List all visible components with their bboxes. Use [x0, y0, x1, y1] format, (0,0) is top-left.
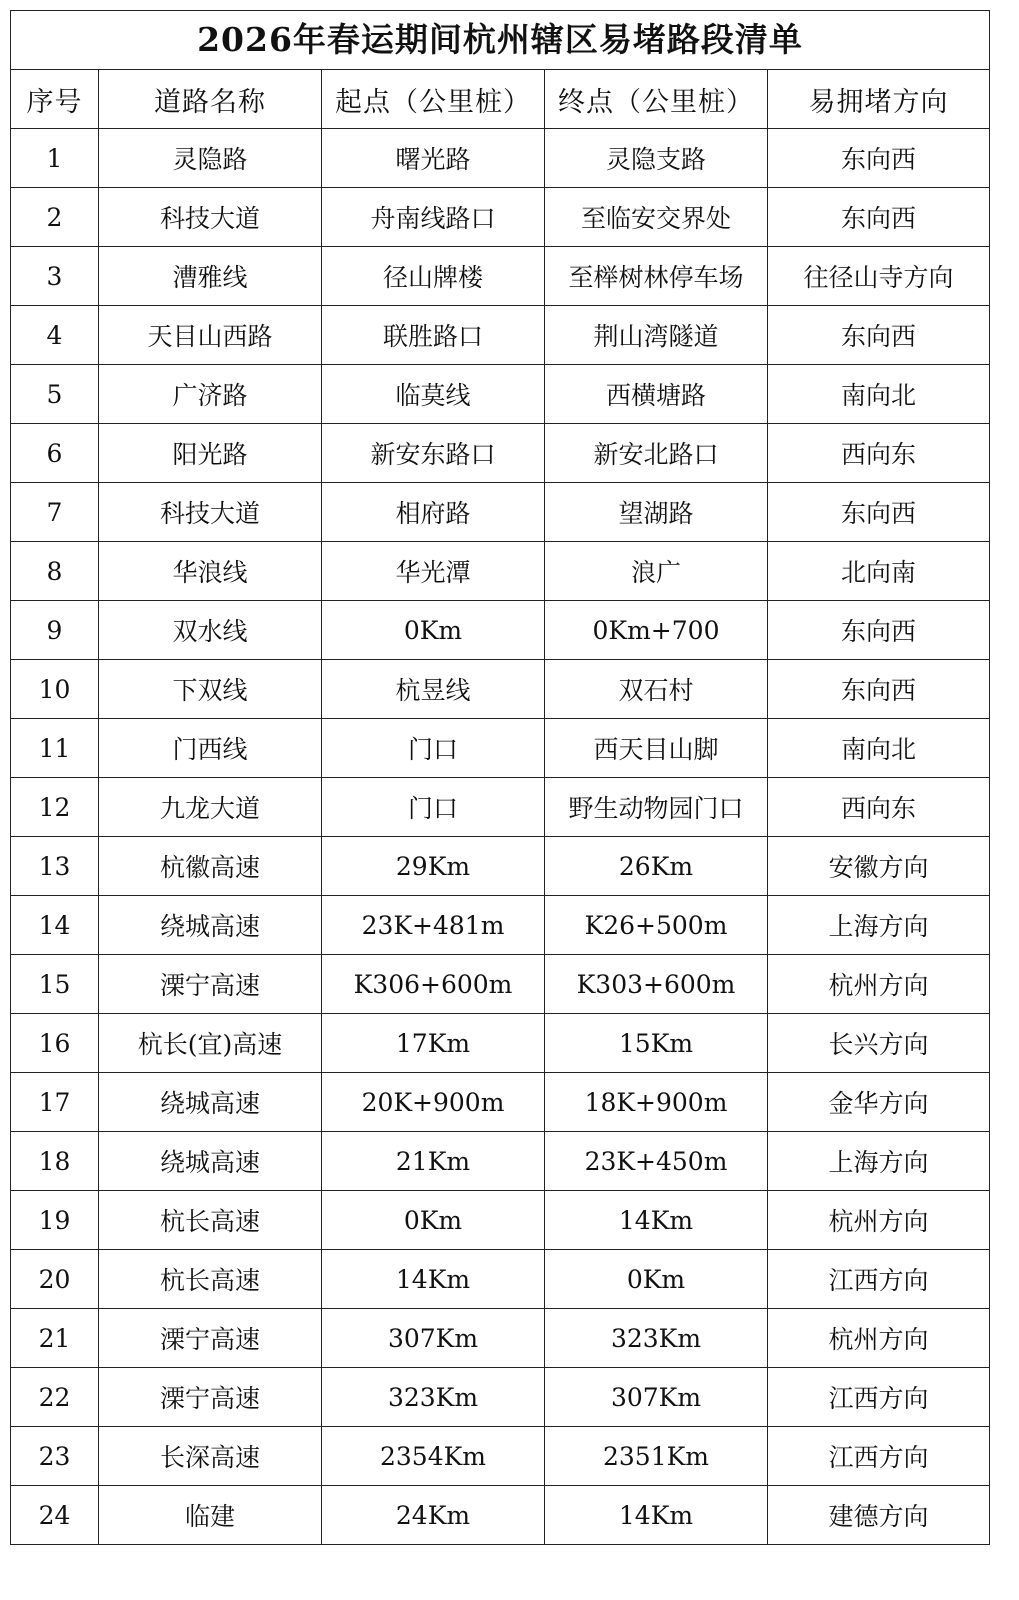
header-row [11, 70, 990, 129]
cell-road-name: 长深高速 [99, 1427, 322, 1486]
cell-direction: 西向东 [768, 424, 990, 483]
cell-start-point: 14Km [322, 1250, 545, 1309]
table-row [11, 601, 990, 660]
cell-road-name: 阳光路 [99, 424, 322, 483]
cell-direction: 往径山寺方向 [768, 247, 990, 306]
cell-index: 23 [11, 1427, 99, 1486]
cell-start-point: 29Km [322, 837, 545, 896]
cell-index: 18 [11, 1132, 99, 1191]
table-row [11, 247, 990, 306]
cell-road-name: 天目山西路 [99, 306, 322, 365]
cell-start-point: 舟南线路口 [322, 188, 545, 247]
cell-start-point: 临莫线 [322, 365, 545, 424]
cell-direction: 建德方向 [768, 1486, 990, 1545]
cell-road-name: 科技大道 [99, 188, 322, 247]
cell-index: 11 [11, 719, 99, 778]
cell-start-point: 21Km [322, 1132, 545, 1191]
table-row [11, 542, 990, 601]
table-row [11, 660, 990, 719]
cell-index: 14 [11, 896, 99, 955]
cell-road-name: 科技大道 [99, 483, 322, 542]
cell-direction: 北向南 [768, 542, 990, 601]
table-row [11, 424, 990, 483]
cell-end-point: 至临安交界处 [545, 188, 768, 247]
cell-end-point: K303+600m [545, 955, 768, 1014]
cell-index: 13 [11, 837, 99, 896]
cell-direction: 东向西 [768, 483, 990, 542]
cell-index: 9 [11, 601, 99, 660]
cell-direction: 江西方向 [768, 1368, 990, 1427]
cell-index: 4 [11, 306, 99, 365]
cell-start-point: 相府路 [322, 483, 545, 542]
cell-start-point: 曙光路 [322, 129, 545, 188]
cell-start-point: 径山牌楼 [322, 247, 545, 306]
cell-direction: 东向西 [768, 660, 990, 719]
cell-direction: 东向西 [768, 188, 990, 247]
cell-index: 16 [11, 1014, 99, 1073]
cell-end-point: 野生动物园门口 [545, 778, 768, 837]
cell-road-name: 漕雅线 [99, 247, 322, 306]
cell-direction: 金华方向 [768, 1073, 990, 1132]
cell-end-point: 14Km [545, 1191, 768, 1250]
cell-direction: 南向北 [768, 365, 990, 424]
cell-index: 5 [11, 365, 99, 424]
cell-end-point: 18K+900m [545, 1073, 768, 1132]
cell-end-point: 西横塘路 [545, 365, 768, 424]
cell-index: 12 [11, 778, 99, 837]
cell-index: 15 [11, 955, 99, 1014]
table-row [11, 1486, 990, 1545]
cell-index: 21 [11, 1309, 99, 1368]
cell-direction: 西向东 [768, 778, 990, 837]
cell-index: 6 [11, 424, 99, 483]
cell-road-name: 绕城高速 [99, 1073, 322, 1132]
cell-end-point: 浪广 [545, 542, 768, 601]
table-row [11, 896, 990, 955]
cell-road-name: 广济路 [99, 365, 322, 424]
table-row [11, 1073, 990, 1132]
cell-direction: 江西方向 [768, 1427, 990, 1486]
cell-direction: 上海方向 [768, 1132, 990, 1191]
cell-start-point: 307Km [322, 1309, 545, 1368]
cell-start-point: 0Km [322, 1191, 545, 1250]
header-start-point: 起点（公里桩） [322, 70, 545, 129]
cell-end-point: 26Km [545, 837, 768, 896]
cell-road-name: 杭长高速 [99, 1191, 322, 1250]
cell-end-point: 双石村 [545, 660, 768, 719]
cell-end-point: 15Km [545, 1014, 768, 1073]
cell-end-point: K26+500m [545, 896, 768, 955]
cell-end-point: 14Km [545, 1486, 768, 1545]
table-row [11, 1014, 990, 1073]
cell-start-point: 联胜路口 [322, 306, 545, 365]
cell-end-point: 323Km [545, 1309, 768, 1368]
cell-road-name: 下双线 [99, 660, 322, 719]
cell-start-point: 20K+900m [322, 1073, 545, 1132]
document-sheet [10, 10, 989, 1545]
cell-index: 3 [11, 247, 99, 306]
cell-index: 19 [11, 1191, 99, 1250]
cell-road-name: 杭长高速 [99, 1250, 322, 1309]
cell-start-point: 2354Km [322, 1427, 545, 1486]
cell-road-name: 溧宁高速 [99, 955, 322, 1014]
table-row [11, 1132, 990, 1191]
table-row [11, 306, 990, 365]
cell-start-point: 323Km [322, 1368, 545, 1427]
cell-direction: 安徽方向 [768, 837, 990, 896]
cell-road-name: 绕城高速 [99, 1132, 322, 1191]
table-row [11, 1191, 990, 1250]
cell-index: 20 [11, 1250, 99, 1309]
table-row [11, 188, 990, 247]
cell-road-name: 门西线 [99, 719, 322, 778]
cell-start-point: 门口 [322, 719, 545, 778]
cell-direction: 江西方向 [768, 1250, 990, 1309]
cell-direction: 东向西 [768, 601, 990, 660]
cell-road-name: 溧宁高速 [99, 1309, 322, 1368]
cell-road-name: 双水线 [99, 601, 322, 660]
cell-road-name: 杭长(宜)高速 [99, 1014, 322, 1073]
congestion-table [10, 10, 990, 1545]
cell-end-point: 0Km [545, 1250, 768, 1309]
cell-start-point: 门口 [322, 778, 545, 837]
cell-index: 24 [11, 1486, 99, 1545]
table-row [11, 837, 990, 896]
cell-start-point: 杭昱线 [322, 660, 545, 719]
cell-start-point: 24Km [322, 1486, 545, 1545]
cell-start-point: 23K+481m [322, 896, 545, 955]
cell-start-point: 17Km [322, 1014, 545, 1073]
table-row [11, 129, 990, 188]
table-row [11, 1309, 990, 1368]
cell-end-point: 2351Km [545, 1427, 768, 1486]
table-header [11, 70, 990, 129]
cell-index: 8 [11, 542, 99, 601]
cell-end-point: 23K+450m [545, 1132, 768, 1191]
cell-direction: 东向西 [768, 129, 990, 188]
cell-index: 22 [11, 1368, 99, 1427]
cell-road-name: 临建 [99, 1486, 322, 1545]
table-row [11, 778, 990, 837]
cell-direction: 上海方向 [768, 896, 990, 955]
table-title: 2026年春运期间杭州辖区易堵路段清单 [10, 10, 990, 69]
cell-end-point: 西天目山脚 [545, 719, 768, 778]
cell-direction: 南向北 [768, 719, 990, 778]
cell-index: 2 [11, 188, 99, 247]
cell-end-point: 望湖路 [545, 483, 768, 542]
table-row [11, 955, 990, 1014]
table-row [11, 719, 990, 778]
header-congestion-direction: 易拥堵方向 [768, 70, 990, 129]
cell-end-point: 307Km [545, 1368, 768, 1427]
cell-index: 17 [11, 1073, 99, 1132]
cell-end-point: 荆山湾隧道 [545, 306, 768, 365]
cell-end-point: 0Km+700 [545, 601, 768, 660]
cell-index: 1 [11, 129, 99, 188]
cell-road-name: 灵隐路 [99, 129, 322, 188]
table-row [11, 365, 990, 424]
cell-start-point: 华光潭 [322, 542, 545, 601]
header-index: 序号 [11, 70, 99, 129]
table-row [11, 1368, 990, 1427]
cell-road-name: 绕城高速 [99, 896, 322, 955]
table-body [11, 129, 990, 1545]
cell-end-point: 灵隐支路 [545, 129, 768, 188]
table-row [11, 1250, 990, 1309]
cell-start-point: K306+600m [322, 955, 545, 1014]
cell-direction: 杭州方向 [768, 955, 990, 1014]
header-end-point: 终点（公里桩） [545, 70, 768, 129]
cell-direction: 长兴方向 [768, 1014, 990, 1073]
cell-start-point: 0Km [322, 601, 545, 660]
cell-end-point: 新安北路口 [545, 424, 768, 483]
cell-road-name: 溧宁高速 [99, 1368, 322, 1427]
cell-index: 7 [11, 483, 99, 542]
table-row [11, 483, 990, 542]
cell-road-name: 杭徽高速 [99, 837, 322, 896]
cell-road-name: 华浪线 [99, 542, 322, 601]
cell-road-name: 九龙大道 [99, 778, 322, 837]
cell-start-point: 新安东路口 [322, 424, 545, 483]
cell-direction: 杭州方向 [768, 1309, 990, 1368]
cell-index: 10 [11, 660, 99, 719]
cell-direction: 杭州方向 [768, 1191, 990, 1250]
cell-end-point: 至榉树林停车场 [545, 247, 768, 306]
table-row [11, 1427, 990, 1486]
header-road-name: 道路名称 [99, 70, 322, 129]
cell-direction: 东向西 [768, 306, 990, 365]
